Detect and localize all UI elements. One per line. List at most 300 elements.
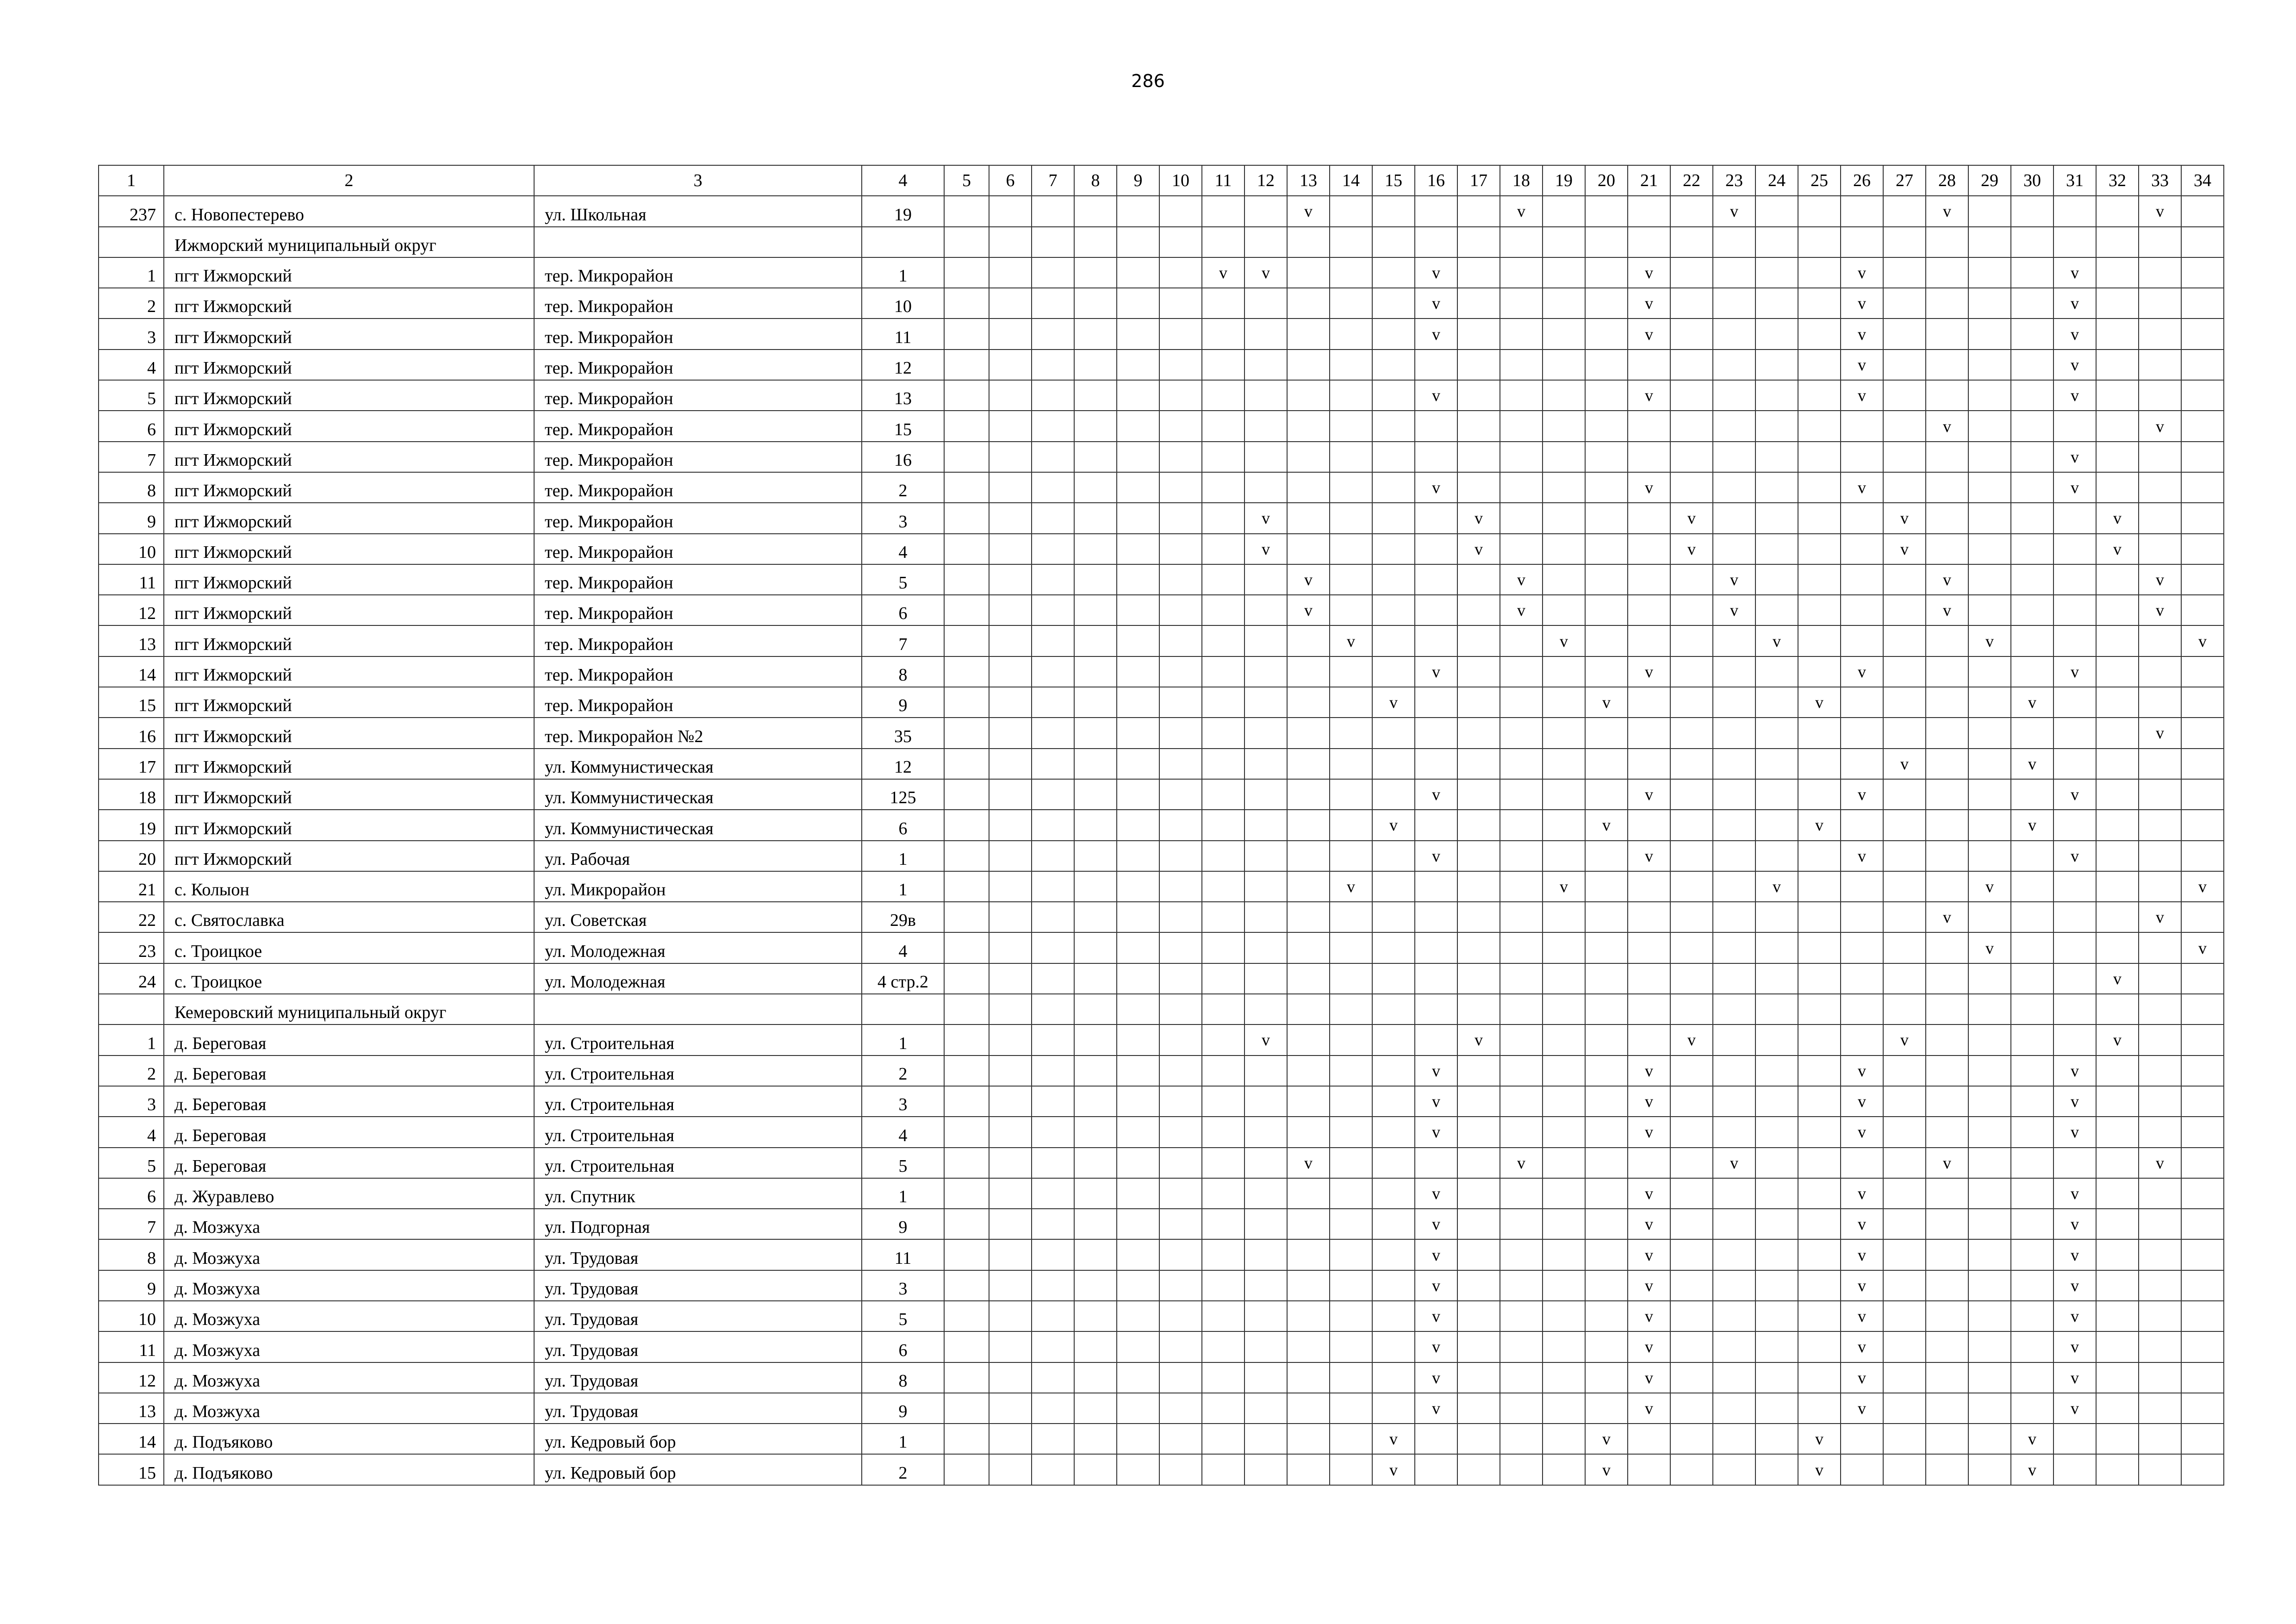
empty-cell — [1202, 227, 1244, 257]
empty-cell — [1244, 472, 1287, 503]
empty-cell — [1287, 718, 1330, 748]
empty-cell — [2011, 595, 2053, 625]
empty-cell — [1670, 595, 1713, 625]
empty-cell — [2139, 503, 2181, 533]
empty-cell — [1074, 1178, 1117, 1209]
empty-cell — [1798, 1117, 1841, 1147]
check-mark: v — [2053, 288, 2096, 319]
check-mark: v — [1457, 1024, 1500, 1055]
table-row — [99, 687, 2224, 718]
empty-cell — [1287, 503, 1330, 533]
empty-cell — [1670, 625, 1713, 656]
empty-cell — [2011, 1239, 2053, 1270]
empty-cell — [1798, 564, 1841, 595]
check-mark: v — [1330, 625, 1372, 656]
empty-cell — [944, 227, 989, 257]
empty-cell — [944, 1117, 989, 1147]
empty-cell — [1330, 1024, 1372, 1055]
empty-cell — [1117, 1331, 1159, 1362]
empty-cell — [1032, 1424, 1074, 1454]
house-cell: 13 — [862, 380, 944, 411]
empty-cell — [989, 319, 1032, 349]
empty-cell — [1415, 963, 1457, 994]
empty-cell — [1968, 963, 2011, 994]
empty-cell — [1500, 1362, 1543, 1393]
empty-cell — [2181, 902, 2224, 932]
empty-cell — [1202, 1117, 1244, 1147]
row-number: 7 — [99, 1209, 164, 1239]
empty-cell — [2139, 687, 2181, 718]
check-mark: v — [1755, 625, 1798, 656]
empty-cell — [1755, 411, 1798, 441]
empty-cell — [1543, 1209, 1585, 1239]
empty-cell — [1244, 1270, 1287, 1301]
check-mark: v — [1415, 472, 1457, 503]
empty-cell — [1244, 1056, 1287, 1086]
check-mark: v — [2053, 1331, 2096, 1362]
empty-cell — [1117, 1424, 1159, 1454]
empty-cell — [1457, 656, 1500, 687]
empty-cell — [1968, 1148, 2011, 1178]
empty-cell — [1287, 1270, 1330, 1301]
empty-cell — [1244, 687, 1287, 718]
table-row — [99, 196, 2224, 226]
table-row — [99, 257, 2224, 288]
empty-cell — [1926, 442, 1968, 472]
empty-cell — [1202, 595, 1244, 625]
check-mark: v — [1585, 1424, 1628, 1454]
empty-cell — [2139, 1270, 2181, 1301]
table-row — [99, 810, 2224, 840]
empty-cell — [2053, 994, 2096, 1024]
empty-cell — [1074, 288, 1117, 319]
empty-cell — [1117, 1209, 1159, 1239]
street-cell: тер. Микрорайон — [534, 564, 862, 595]
empty-cell — [1244, 779, 1287, 810]
empty-cell — [1330, 1393, 1372, 1424]
empty-cell — [1755, 442, 1798, 472]
empty-cell — [944, 1086, 989, 1117]
locality-cell: пгт Ижморский — [164, 779, 534, 810]
empty-cell — [1926, 472, 1968, 503]
column-header: 19 — [1543, 165, 1585, 196]
empty-cell — [1585, 718, 1628, 748]
check-mark: v — [1841, 1393, 1883, 1424]
empty-cell — [1755, 656, 1798, 687]
empty-cell — [989, 503, 1032, 533]
empty-cell — [1543, 1362, 1585, 1393]
empty-cell — [1798, 380, 1841, 411]
empty-cell — [1500, 841, 1543, 871]
empty-cell — [1755, 1424, 1798, 1454]
empty-cell — [1500, 1424, 1543, 1454]
empty-cell — [2011, 503, 2053, 533]
empty-cell — [1074, 841, 1117, 871]
empty-cell — [2181, 288, 2224, 319]
table-row — [99, 871, 2224, 902]
empty-cell — [1628, 595, 1670, 625]
check-mark: v — [1415, 1086, 1457, 1117]
empty-cell — [2053, 932, 2096, 963]
empty-cell — [944, 1239, 989, 1270]
empty-cell — [1202, 1239, 1244, 1270]
empty-cell — [1670, 1331, 1713, 1362]
empty-cell — [1244, 810, 1287, 840]
empty-cell — [1713, 625, 1755, 656]
empty-cell — [1117, 779, 1159, 810]
house-cell: 11 — [862, 1239, 944, 1270]
empty-cell — [944, 1331, 989, 1362]
empty-cell — [1883, 1178, 1926, 1209]
check-mark: v — [1585, 810, 1628, 840]
empty-cell — [1585, 994, 1628, 1024]
empty-cell — [2139, 319, 2181, 349]
empty-cell — [1202, 1148, 1244, 1178]
check-mark: v — [2139, 1148, 2181, 1178]
empty-cell — [1713, 1270, 1755, 1301]
street-cell: ул. Строительная — [534, 1117, 862, 1147]
empty-cell — [2096, 196, 2139, 226]
empty-cell — [1500, 994, 1543, 1024]
empty-cell — [1330, 994, 1372, 1024]
empty-cell — [2096, 1239, 2139, 1270]
empty-cell — [1457, 564, 1500, 595]
empty-cell — [1713, 841, 1755, 871]
street-cell: ул. Подгорная — [534, 1209, 862, 1239]
empty-cell — [1713, 932, 1755, 963]
street-cell: ул. Рабочая — [534, 841, 862, 871]
empty-cell — [2181, 411, 2224, 441]
check-mark: v — [1287, 564, 1330, 595]
column-header: 22 — [1670, 165, 1713, 196]
empty-cell — [1117, 625, 1159, 656]
empty-cell — [1244, 1178, 1287, 1209]
empty-cell — [1585, 1331, 1628, 1362]
house-cell: 9 — [862, 1393, 944, 1424]
empty-cell — [1755, 718, 1798, 748]
empty-cell — [1074, 963, 1117, 994]
street-cell: ул. Коммунистическая — [534, 749, 862, 779]
empty-cell — [1500, 1024, 1543, 1055]
table-row — [99, 963, 2224, 994]
empty-cell — [2139, 1424, 2181, 1454]
empty-cell — [2181, 779, 2224, 810]
empty-cell — [1117, 1301, 1159, 1331]
empty-cell — [99, 227, 164, 257]
empty-cell — [1074, 1270, 1117, 1301]
empty-cell — [1287, 749, 1330, 779]
empty-cell — [2139, 257, 2181, 288]
row-number: 10 — [99, 534, 164, 564]
empty-cell — [1372, 718, 1415, 748]
check-mark: v — [1926, 564, 1968, 595]
empty-cell — [1244, 1086, 1287, 1117]
empty-cell — [1457, 1454, 1500, 1485]
column-header: 20 — [1585, 165, 1628, 196]
empty-cell — [944, 871, 989, 902]
empty-cell — [944, 963, 989, 994]
empty-cell — [2053, 687, 2096, 718]
empty-cell — [1457, 319, 1500, 349]
empty-cell — [1670, 1270, 1713, 1301]
check-mark: v — [1628, 1331, 1670, 1362]
street-cell: тер. Микрорайон — [534, 380, 862, 411]
row-number: 9 — [99, 503, 164, 533]
empty-cell — [1074, 871, 1117, 902]
empty-cell — [2053, 196, 2096, 226]
empty-cell — [1670, 1239, 1713, 1270]
empty-cell — [1883, 1270, 1926, 1301]
empty-cell — [1543, 1454, 1585, 1485]
house-cell: 1 — [862, 1178, 944, 1209]
empty-cell — [944, 1056, 989, 1086]
empty-cell — [1032, 227, 1074, 257]
empty-cell — [2139, 1454, 2181, 1485]
check-mark: v — [1841, 472, 1883, 503]
empty-cell — [1755, 503, 1798, 533]
empty-cell — [1713, 442, 1755, 472]
empty-cell — [1543, 1393, 1585, 1424]
house-cell: 125 — [862, 779, 944, 810]
empty-cell — [1202, 288, 1244, 319]
empty-cell — [1244, 1424, 1287, 1454]
table-row — [99, 932, 2224, 963]
empty-cell — [1372, 994, 1415, 1024]
empty-cell — [1244, 871, 1287, 902]
empty-cell — [1159, 350, 1202, 380]
empty-cell — [1883, 1056, 1926, 1086]
empty-cell — [1755, 1148, 1798, 1178]
locality-cell: пгт Ижморский — [164, 749, 534, 779]
empty-cell — [1287, 841, 1330, 871]
empty-cell — [1500, 1331, 1543, 1362]
empty-cell — [2181, 1178, 2224, 1209]
check-mark: v — [1415, 1270, 1457, 1301]
empty-cell — [2011, 841, 2053, 871]
empty-cell — [1670, 411, 1713, 441]
empty-cell — [2096, 1362, 2139, 1393]
empty-cell — [2053, 503, 2096, 533]
empty-cell — [2181, 1301, 2224, 1331]
empty-cell — [1415, 503, 1457, 533]
empty-cell — [1500, 411, 1543, 441]
empty-cell — [1883, 227, 1926, 257]
check-mark: v — [1798, 1424, 1841, 1454]
row-number: 11 — [99, 564, 164, 595]
check-mark: v — [1798, 810, 1841, 840]
locality-cell: д. Подъяково — [164, 1454, 534, 1485]
empty-cell — [1117, 380, 1159, 411]
empty-cell — [2181, 810, 2224, 840]
empty-cell — [1287, 1056, 1330, 1086]
empty-cell — [1287, 994, 1330, 1024]
empty-cell — [2053, 749, 2096, 779]
empty-cell — [1032, 319, 1074, 349]
empty-cell — [1543, 380, 1585, 411]
empty-cell — [1798, 534, 1841, 564]
empty-cell — [1585, 625, 1628, 656]
empty-cell — [1415, 1148, 1457, 1178]
check-mark: v — [2053, 1086, 2096, 1117]
empty-cell — [1117, 1178, 1159, 1209]
empty-cell — [1032, 503, 1074, 533]
table-row — [99, 1362, 2224, 1393]
street-cell: ул. Спутник — [534, 1178, 862, 1209]
empty-cell — [1926, 656, 1968, 687]
check-mark: v — [1628, 1086, 1670, 1117]
locality-cell: пгт Ижморский — [164, 472, 534, 503]
empty-cell — [1500, 810, 1543, 840]
empty-cell — [1372, 1331, 1415, 1362]
empty-cell — [1330, 1178, 1372, 1209]
table-row — [99, 841, 2224, 871]
column-header: 15 — [1372, 165, 1415, 196]
empty-cell — [944, 1454, 989, 1485]
table-row — [99, 1178, 2224, 1209]
empty-cell — [1628, 718, 1670, 748]
row-number: 237 — [99, 196, 164, 226]
empty-cell — [1159, 871, 1202, 902]
check-mark: v — [1415, 1393, 1457, 1424]
street-cell: ул. Трудовая — [534, 1270, 862, 1301]
empty-cell — [1670, 902, 1713, 932]
empty-cell — [1372, 1239, 1415, 1270]
empty-cell — [989, 1393, 1032, 1424]
empty-cell — [1159, 963, 1202, 994]
empty-cell — [1670, 1209, 1713, 1239]
empty-cell — [1330, 564, 1372, 595]
street-cell: ул. Строительная — [534, 1086, 862, 1117]
empty-cell — [1074, 687, 1117, 718]
empty-cell — [1926, 288, 1968, 319]
empty-cell — [1372, 932, 1415, 963]
check-mark: v — [2053, 1239, 2096, 1270]
column-header: 12 — [1244, 165, 1287, 196]
empty-cell — [1968, 1209, 2011, 1239]
empty-cell — [1159, 994, 1202, 1024]
empty-cell — [1500, 1239, 1543, 1270]
empty-cell — [1841, 718, 1883, 748]
empty-cell — [944, 534, 989, 564]
empty-cell — [1287, 257, 1330, 288]
empty-cell — [1159, 1024, 1202, 1055]
check-mark: v — [1883, 503, 1926, 533]
empty-cell — [1798, 1086, 1841, 1117]
empty-cell — [1543, 718, 1585, 748]
empty-cell — [2096, 1086, 2139, 1117]
empty-cell — [989, 442, 1032, 472]
empty-cell — [1159, 1117, 1202, 1147]
column-header: 6 — [989, 165, 1032, 196]
empty-cell — [1585, 1086, 1628, 1117]
empty-cell — [1244, 380, 1287, 411]
empty-cell — [1628, 994, 1670, 1024]
locality-cell: д. Береговая — [164, 1086, 534, 1117]
row-number: 12 — [99, 1362, 164, 1393]
empty-cell — [1670, 350, 1713, 380]
empty-cell — [2181, 1270, 2224, 1301]
empty-cell — [1670, 1393, 1713, 1424]
empty-cell — [2181, 718, 2224, 748]
empty-cell — [2139, 288, 2181, 319]
row-number: 17 — [99, 749, 164, 779]
check-mark: v — [1415, 841, 1457, 871]
street-cell: тер. Микрорайон — [534, 257, 862, 288]
empty-cell — [2096, 1331, 2139, 1362]
empty-cell — [1585, 841, 1628, 871]
empty-cell — [989, 227, 1032, 257]
empty-cell — [1415, 871, 1457, 902]
row-number: 20 — [99, 841, 164, 871]
empty-cell — [1117, 1270, 1159, 1301]
empty-cell — [2181, 564, 2224, 595]
empty-cell — [1457, 350, 1500, 380]
empty-cell — [2011, 1362, 2053, 1393]
empty-cell — [1202, 1424, 1244, 1454]
house-cell: 2 — [862, 1454, 944, 1485]
empty-cell — [989, 1209, 1032, 1239]
check-mark: v — [1415, 257, 1457, 288]
empty-cell — [1926, 871, 1968, 902]
empty-cell — [1074, 196, 1117, 226]
column-header: 29 — [1968, 165, 2011, 196]
street-cell: ул. Микрорайон — [534, 871, 862, 902]
empty-cell — [2096, 1148, 2139, 1178]
empty-cell — [2011, 380, 2053, 411]
empty-cell — [1500, 227, 1543, 257]
empty-cell — [1415, 994, 1457, 1024]
empty-cell — [1968, 288, 2011, 319]
empty-cell — [1670, 257, 1713, 288]
table-row — [99, 1331, 2224, 1362]
empty-cell — [944, 319, 989, 349]
empty-cell — [1628, 687, 1670, 718]
empty-cell — [1159, 1178, 1202, 1209]
empty-cell — [2181, 380, 2224, 411]
empty-cell — [944, 779, 989, 810]
empty-cell — [2096, 564, 2139, 595]
empty-cell — [1798, 595, 1841, 625]
empty-cell — [1415, 411, 1457, 441]
check-mark: v — [1628, 1178, 1670, 1209]
empty-cell — [1074, 1056, 1117, 1086]
empty-cell — [1926, 810, 1968, 840]
empty-cell — [944, 196, 989, 226]
empty-cell — [1500, 656, 1543, 687]
empty-cell — [1798, 656, 1841, 687]
empty-cell — [1585, 350, 1628, 380]
empty-cell — [1159, 1454, 1202, 1485]
empty-cell — [1883, 871, 1926, 902]
empty-cell — [1415, 595, 1457, 625]
check-mark: v — [1585, 1454, 1628, 1485]
empty-cell — [1244, 1239, 1287, 1270]
empty-cell — [1159, 656, 1202, 687]
street-cell: ул. Строительная — [534, 1056, 862, 1086]
empty-cell — [2053, 227, 2096, 257]
empty-cell — [1841, 963, 1883, 994]
empty-cell — [2053, 963, 2096, 994]
column-header: 10 — [1159, 165, 1202, 196]
empty-cell — [2011, 656, 2053, 687]
empty-cell — [1628, 227, 1670, 257]
check-mark: v — [2139, 564, 2181, 595]
empty-cell — [1968, 380, 2011, 411]
empty-cell — [1500, 503, 1543, 533]
empty-cell — [2139, 534, 2181, 564]
empty-cell — [1372, 1148, 1415, 1178]
locality-cell: д. Береговая — [164, 1056, 534, 1086]
